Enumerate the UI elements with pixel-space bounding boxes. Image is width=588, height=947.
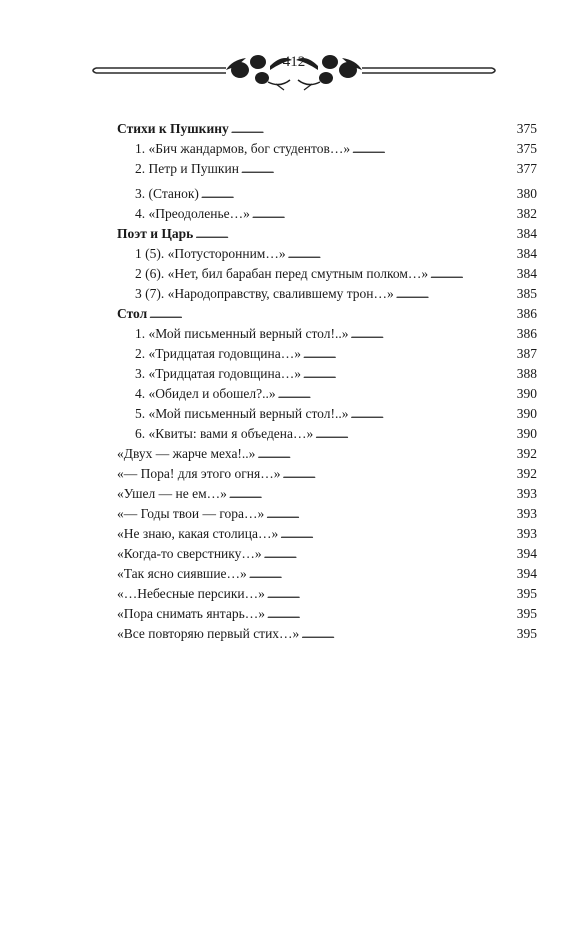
- toc-entry: [117, 284, 537, 304]
- toc-entry-page: 390: [516, 386, 537, 401]
- dot-leader: [231, 121, 514, 141]
- toc-entry: [117, 524, 537, 544]
- toc-entry: [117, 184, 537, 204]
- dot-leader: [430, 266, 514, 286]
- toc-entry-page: 387: [516, 346, 537, 361]
- toc-entry: [117, 624, 537, 644]
- dot-leader: [288, 246, 514, 266]
- toc-entry-page: 390: [516, 426, 537, 441]
- toc-entry-title: «— Пора! для этого огня…»: [117, 466, 281, 481]
- toc-entry-title: 2 (6). «Нет, бил барабан перед смутным полком…»: [135, 266, 429, 281]
- toc-entry-title: «…Небесные персики…»: [117, 586, 265, 601]
- toc-entry-title: «— Годы твои — гора…»: [117, 506, 265, 521]
- dot-leader: [264, 546, 514, 566]
- toc-entry-title: «Так ясно сиявшие…»: [117, 566, 247, 581]
- dot-leader: [195, 226, 513, 246]
- dot-leader: [252, 206, 514, 226]
- toc-entry-page: 375: [516, 121, 537, 136]
- toc-entry-title: «Двух — жарче меха!..»: [117, 446, 256, 461]
- toc-section-heading: [117, 119, 537, 139]
- toc-entry-title: 2. Петр и Пушкин: [135, 161, 239, 176]
- page-header: [0, 44, 588, 94]
- dot-leader: [303, 366, 514, 386]
- toc-entry: [117, 344, 537, 364]
- toc-entry-page: 384: [516, 266, 537, 281]
- toc-entry-page: 395: [516, 586, 537, 601]
- dot-leader: [278, 386, 514, 406]
- toc-entry-page: 395: [516, 626, 537, 641]
- toc-entry: [117, 604, 537, 624]
- toc-entry-page: 392: [516, 466, 537, 481]
- dot-leader: [201, 186, 514, 206]
- dot-leader: [303, 346, 514, 366]
- toc-entry-title: 4. «Обидел и обошел?..»: [135, 386, 276, 401]
- toc-entry-title: Поэт и Царь: [117, 226, 194, 241]
- toc-entry-title: 3. (Станок): [135, 186, 199, 201]
- dot-leader: [396, 286, 514, 306]
- dot-leader: [350, 406, 513, 426]
- toc-entry-page: 384: [516, 246, 537, 261]
- toc-entry-page: 386: [516, 326, 537, 341]
- toc-entry: [117, 404, 537, 424]
- dot-leader: [241, 161, 514, 181]
- toc-entry-title: «Ушел — не ем…»: [117, 486, 227, 501]
- dot-leader: [352, 141, 514, 161]
- dot-leader: [283, 466, 514, 486]
- dot-leader: [229, 486, 514, 506]
- dot-leader: [350, 326, 513, 346]
- toc-entry-page: 385: [516, 286, 537, 301]
- toc-entry: [117, 244, 537, 264]
- toc-section-heading: [117, 224, 537, 244]
- dot-leader: [267, 606, 514, 626]
- toc-entry-title: 3. «Тридцатая годовщина…»: [135, 366, 301, 381]
- toc-entry-title: 4. «Преодоленье…»: [135, 206, 250, 221]
- toc-entry-page: 393: [516, 506, 537, 521]
- toc-entry: [117, 444, 537, 464]
- toc-entry: [117, 364, 537, 384]
- toc-entry: [117, 544, 537, 564]
- toc-entry: [117, 484, 537, 504]
- toc-entry-page: 394: [516, 566, 537, 581]
- toc-entry: [117, 424, 537, 444]
- toc-entry: [117, 504, 537, 524]
- toc-entry-title: 2. «Тридцатая годовщина…»: [135, 346, 301, 361]
- toc-entry: [117, 584, 537, 604]
- toc-entry: [117, 139, 537, 159]
- toc-entry-page: 384: [516, 226, 537, 241]
- toc-entry-page: 380: [516, 186, 537, 201]
- toc-entry-page: 375: [516, 141, 537, 156]
- toc-entry-title: 3 (7). «Народоправству, свалившему трон…»: [135, 286, 394, 301]
- toc-entry: [117, 204, 537, 224]
- toc-entry-page: 393: [516, 486, 537, 501]
- table-of-contents: [117, 119, 537, 644]
- toc-entry: [117, 464, 537, 484]
- toc-entry-title: «Пора снимать янтарь…»: [117, 606, 265, 621]
- dot-leader: [301, 626, 513, 646]
- toc-entry-title: 1 (5). «Потусторонним…»: [135, 246, 286, 261]
- page-number: 412: [282, 54, 306, 70]
- toc-entry: [117, 159, 537, 179]
- dot-leader: [257, 446, 513, 466]
- toc-entry-title: «Когда-то сверстнику…»: [117, 546, 262, 561]
- toc-entry: [117, 264, 537, 284]
- toc-entry-page: 394: [516, 546, 537, 561]
- dot-leader: [280, 526, 514, 546]
- toc-entry-page: 388: [516, 366, 537, 381]
- toc-entry: [117, 324, 537, 344]
- toc-entry: [117, 564, 537, 584]
- toc-entry-title: Стол: [117, 306, 148, 321]
- toc-entry-title: «Все повторяю первый стих…»: [117, 626, 300, 641]
- dot-leader: [315, 426, 513, 446]
- toc-entry-title: 1. «Мой письменный верный стол!..»: [135, 326, 349, 341]
- toc-entry-title: 5. «Мой письменный верный стол!..»: [135, 406, 349, 421]
- toc-entry-page: 377: [516, 161, 537, 176]
- dot-leader: [149, 306, 514, 326]
- toc-entry-page: 382: [516, 206, 537, 221]
- toc-section-heading: [117, 304, 537, 324]
- toc-entry-page: 395: [516, 606, 537, 621]
- toc-entry-title: 1. «Бич жандармов, бог студентов…»: [135, 141, 351, 156]
- toc-entry-title: «Не знаю, какая столица…»: [117, 526, 279, 541]
- dot-leader: [267, 586, 514, 606]
- dot-leader: [249, 566, 514, 586]
- toc-entry-page: 386: [516, 306, 537, 321]
- toc-entry-page: 393: [516, 526, 537, 541]
- toc-entry-page: 390: [516, 406, 537, 421]
- toc-entry: [117, 384, 537, 404]
- toc-entry-page: 392: [516, 446, 537, 461]
- dot-leader: [266, 506, 513, 526]
- toc-entry-title: 6. «Квиты: вами я объедена…»: [135, 426, 314, 441]
- toc-entry-title: Стихи к Пушкину: [117, 121, 229, 136]
